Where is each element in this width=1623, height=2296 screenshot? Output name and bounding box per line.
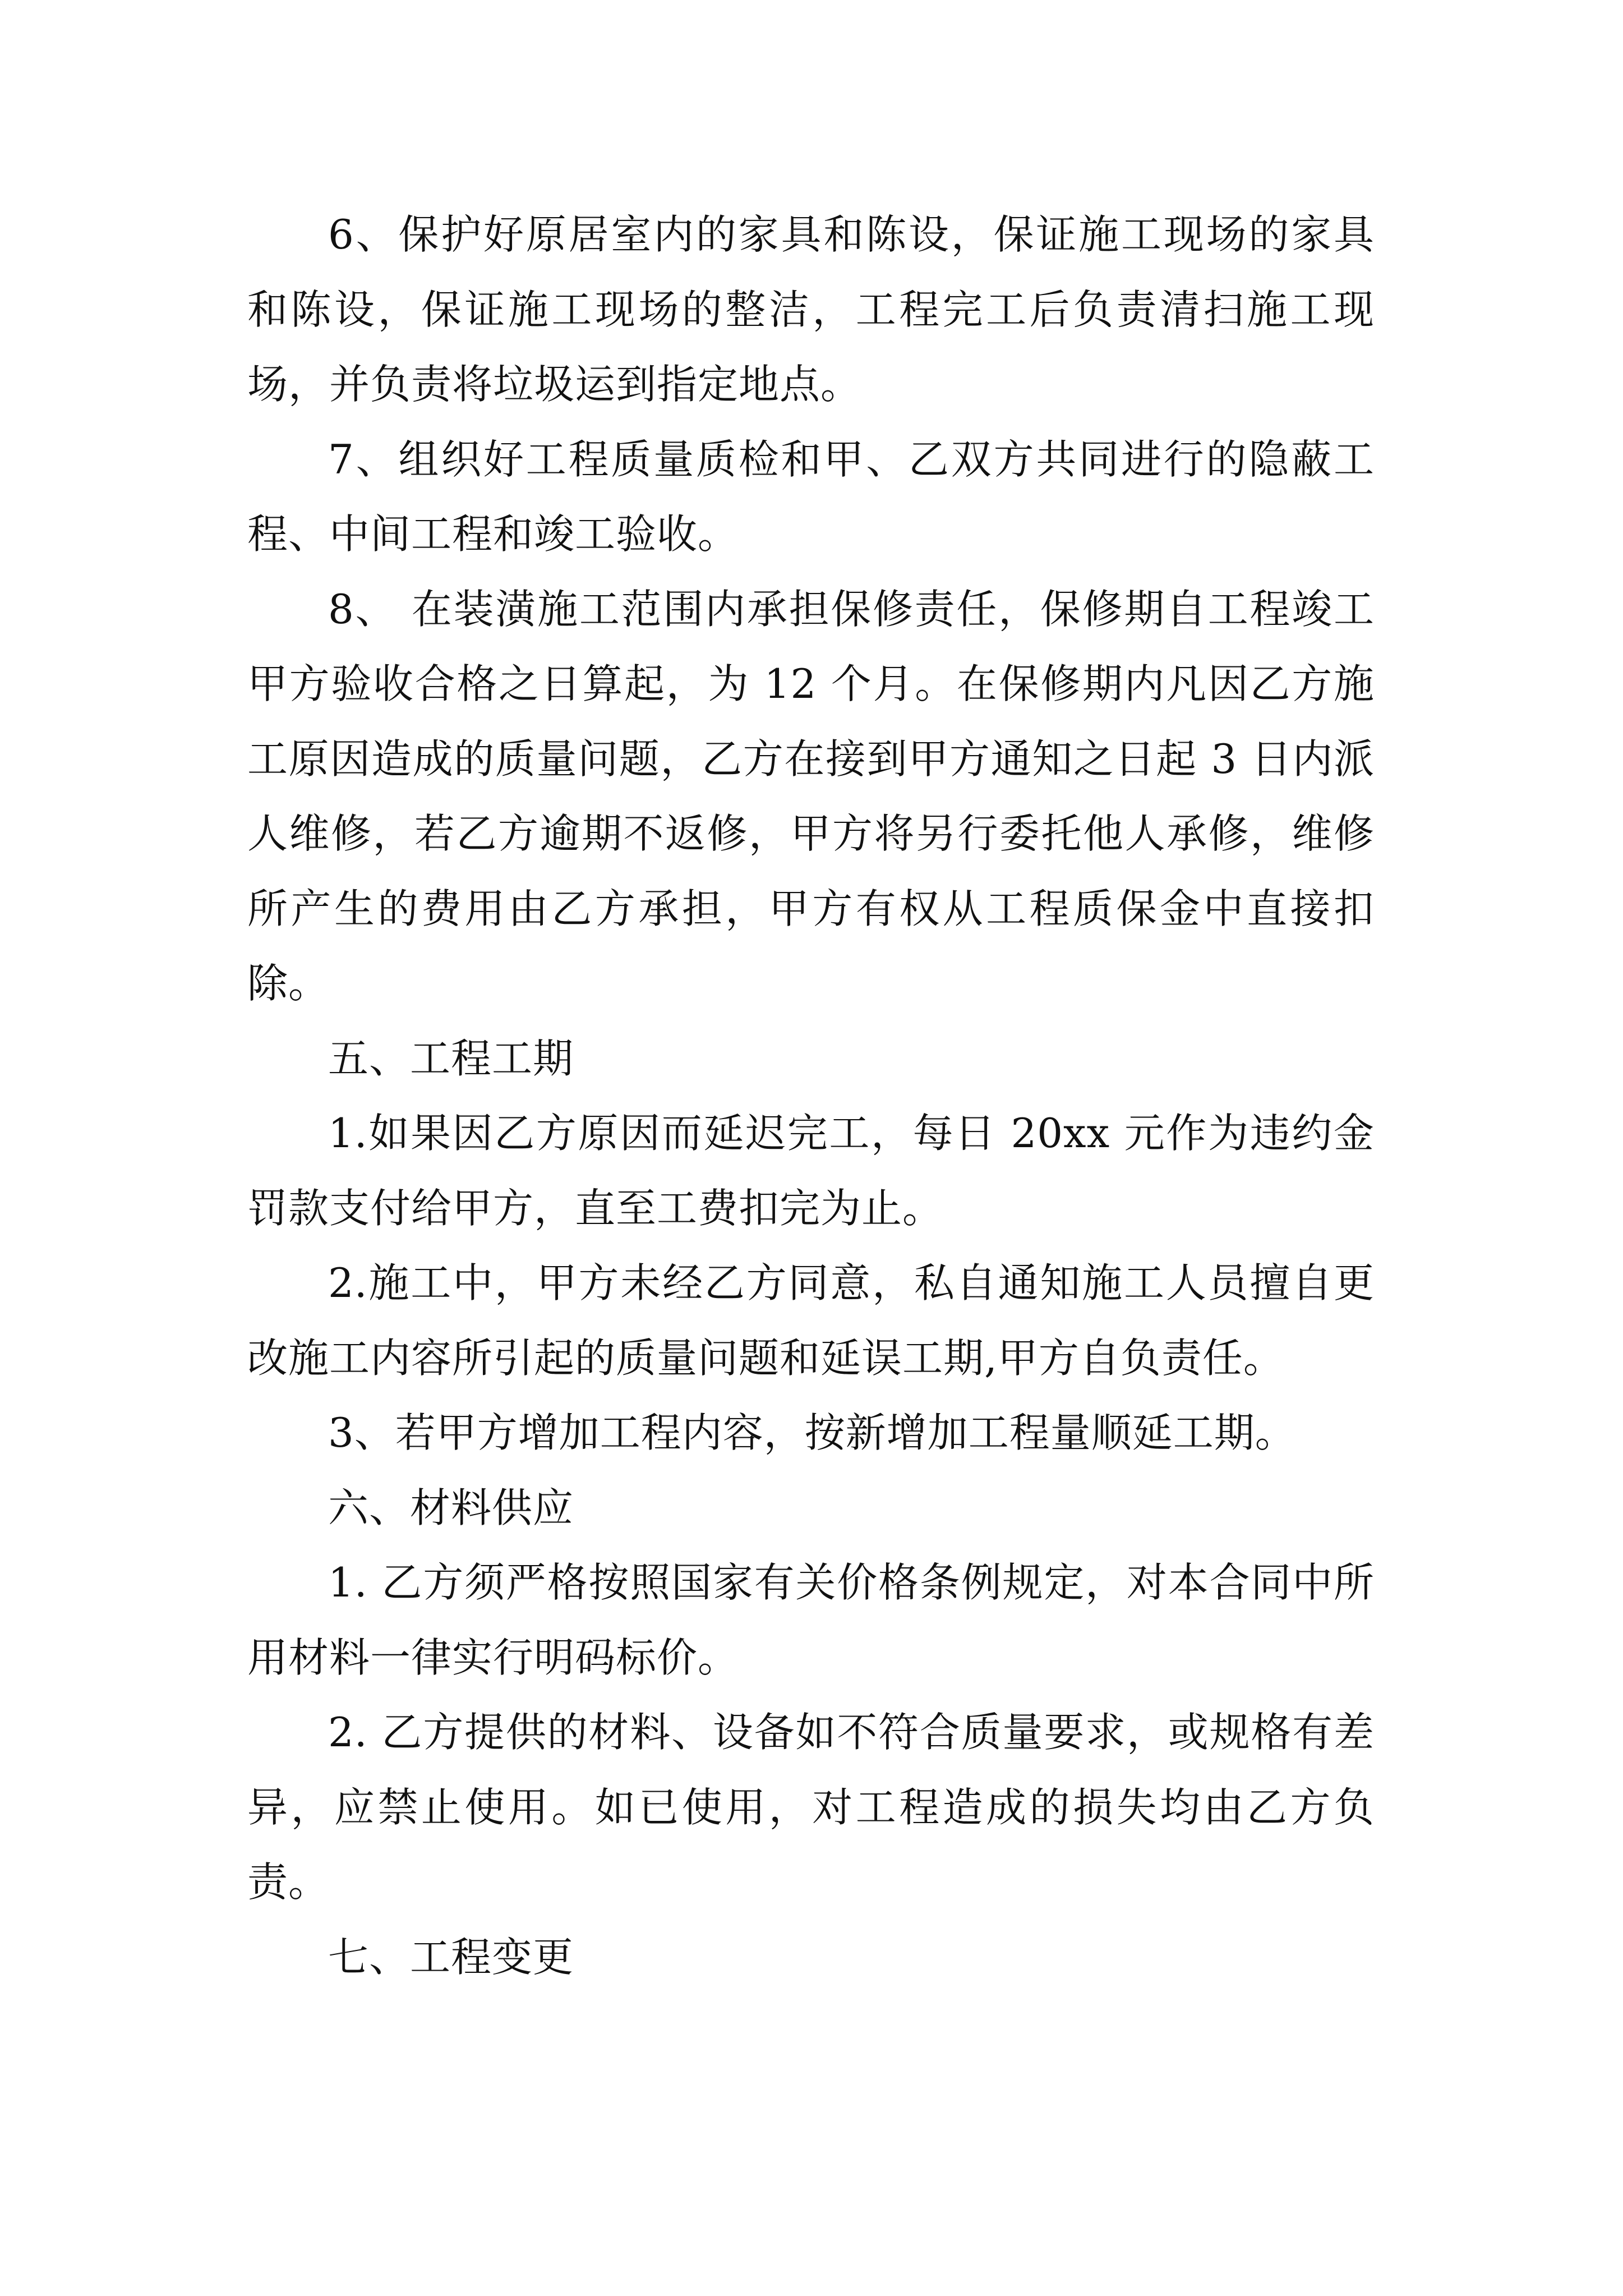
paragraph-schedule-3: 3、若甲方增加工程内容，按新增加工程量顺延工期。 (328, 1409, 1296, 1456)
paragraph-item-8-warranty: 8、 在装潢施工范围内承担保修责任，保修期自工程竣工甲方验收合格之日算起，为 12 个月。在保修期内凡因乙方施工原因造成的质量问题，乙方在接到甲方通知之日起 3 日内派人维修，若乙方逾期不返修，甲方将另行委托他人承修，维修所产生的费用由乙方承担，甲方有权从工程质保金中直接扣除。 (247, 585, 1375, 1007)
paragraph-materials-2: 2. 乙方提供的材料、设备如不符合质量要求，或规格有差异，应禁止使用。如已使用，对工程造成的损失均由乙方负责。 (247, 1709, 1375, 1906)
paragraph-schedule-2: 2.施工中，甲方未经乙方同意，私自通知施工人员擅自更改施工内容所引起的质量问题和延误工期,甲方自负责任。 (247, 1259, 1375, 1382)
section-heading-schedule: 五、工程工期 (328, 1034, 574, 1082)
paragraph-schedule-1: 1.如果因乙方原因而延迟完工，每日 20xx 元作为违约金罚款支付给甲方，直至工费扣完为止。 (247, 1110, 1375, 1232)
paragraph-item-6-furniture-protection: 6、保护好原居室内的家具和陈设，保证施工现场的家具和陈设，保证施工现场的整洁，工程完工后负责清扫施工现场，并负责将垃圾运到指定地点。 (247, 211, 1375, 408)
contract-body (247, 197, 1375, 1995)
section-heading-materials: 六、材料供应 (328, 1484, 574, 1531)
paragraph-materials-1: 1. 乙方须严格按照国家有关价格条例规定，对本合同中所用材料一律实行明码标价。 (247, 1559, 1375, 1681)
paragraph-item-7-acceptance: 7、组织好工程质量质检和甲、乙双方共同进行的隐蔽工程、中间工程和竣工验收。 (247, 435, 1375, 558)
section-heading-changes: 七、工程变更 (328, 1933, 574, 1981)
